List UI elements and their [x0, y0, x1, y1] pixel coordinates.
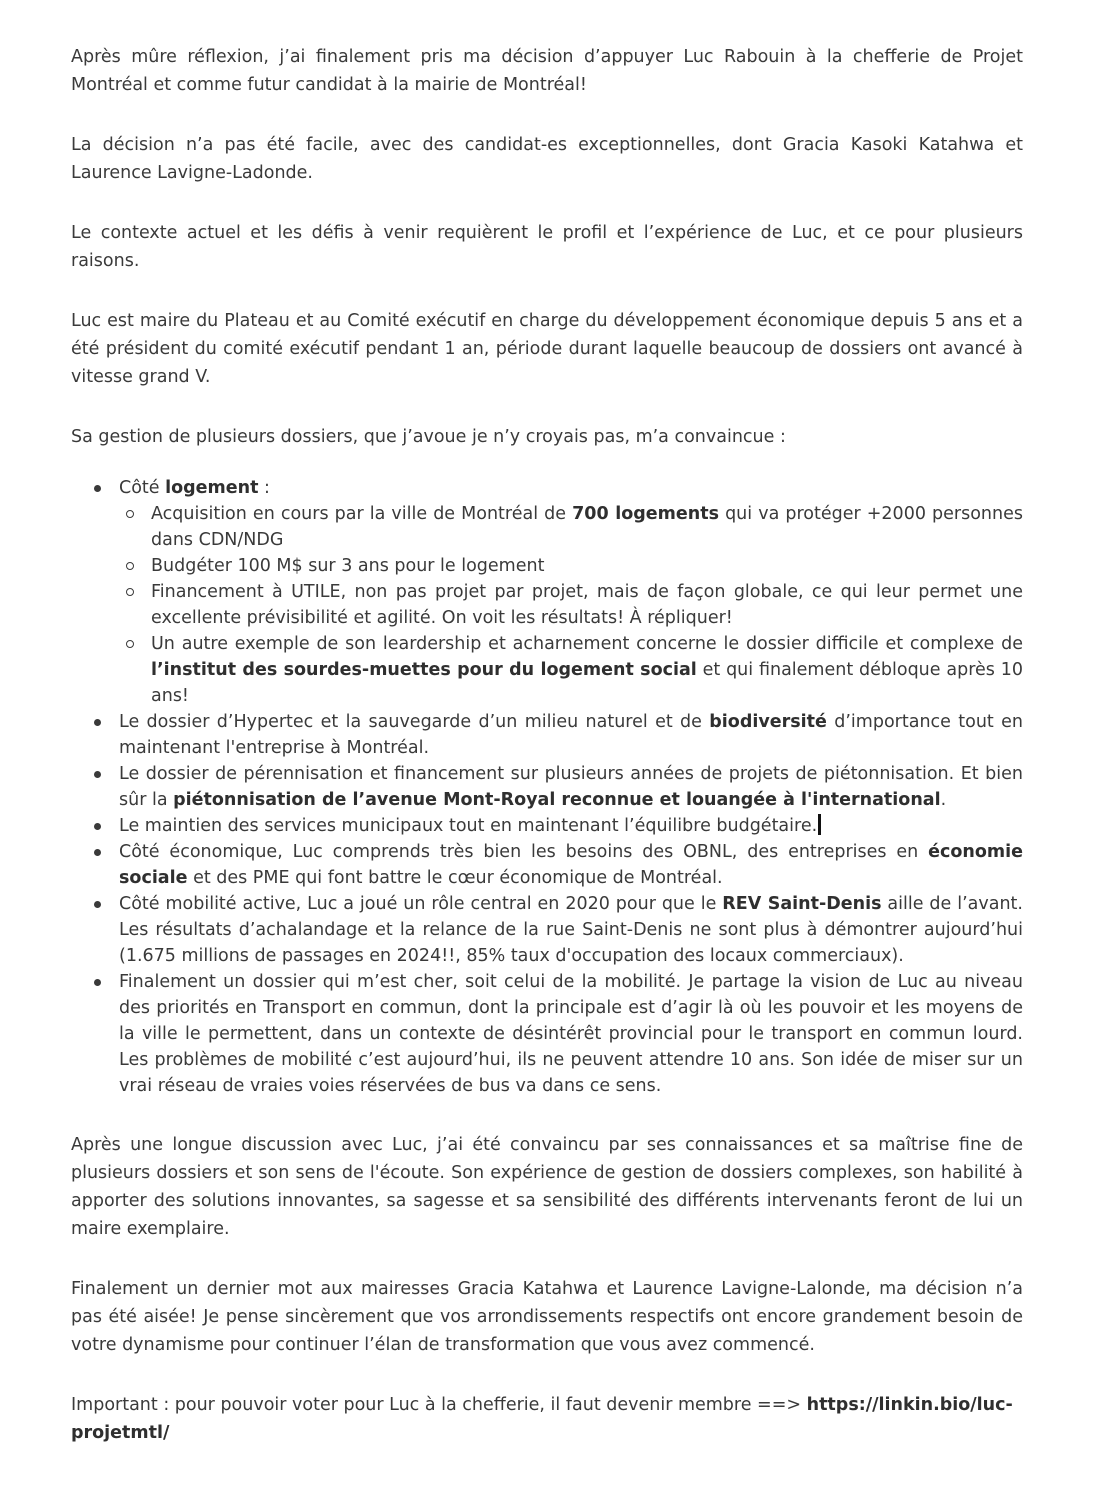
paragraph-final-word: Finalement un dernier mot aux mairesses Gracia Katahwa et Laurence Lavigne-Lalonde, ma décision n’a pas été aisée! Je pense sincèrement que vos arrondissements respectifs ont encore grandement besoin de votre dynamisme pour continuer l’élan de transformation que vous avez commencé. — [71, 1279, 1023, 1355]
text-cursor — [818, 814, 821, 835]
paragraph-management-intro: Sa gestion de plusieurs dossiers, que j’avoue je n’y croyais pas, m’a convaincue : — [71, 427, 786, 447]
list-item-active-mobility: Côté mobilité active, Luc a joué un rôle central en 2020 pour que le REV Saint-Denis aille de l’avant. Les résultats d’achalandage et la relance de la rue Saint-Denis ne sont plus à démontrer aujourd’hui (1.675 millions de passages en 2024!!, 85% taux d'occupation des locaux commerciaux). — [71, 891, 1023, 969]
paragraph-decision: La décision n’a pas été facile, avec des candidat-es exceptionnelles, dont Gracia Kasoki Katahwa et Laurence Lavigne-Ladonde. — [71, 135, 1023, 183]
list-item-economy: Côté économique, Luc comprends très bien les besoins des OBNL, des entreprises en économie sociale et des PME qui font battre le cœur économique de Montréal. — [71, 839, 1023, 891]
sublist-item-institut: Un autre exemple de son leardership et acharnement concerne le dossier difficile et complexe de l’institut des sourdes-muettes pour du logement social et qui finalement débloque après 10 ans! — [119, 631, 1023, 709]
list-item-transit: Finalement un dossier qui m’est cher, soit celui de la mobilité. Je partage la vision de Luc au niveau des priorités en Transport en commun, dont la principale est d’agir là où les pouvoir et les moyens de la ville le permettent, dans un contexte de désintérêt provincial pour le transport en commun lourd. Les problèmes de mobilité c’est aujourd’hui, ils ne peuvent attendre 10 ans. Son idée de miser sur un vrai réseau de vraies voies réservées de bus va dans ce sens. — [71, 969, 1023, 1099]
sublist-item-utile: Financement à UTILE, non pas projet par projet, mais de façon globale, ce qui leur permet une excellente prévisibilité et agilité. On voit les résultats! À répliquer! — [119, 579, 1023, 631]
bold-housing: logement — [165, 478, 259, 498]
paragraph-important: Important : pour pouvoir voter pour Luc à la chefferie, il faut devenir membre ==> https://linkin.bio/luc-projetmtl/ — [71, 1395, 1013, 1443]
sublist-item-budget: Budgéter 100 M$ sur 3 ans pour le logement — [119, 553, 1023, 579]
paragraph-intro: Après mûre réflexion, j’ai finalement pris ma décision d’appuyer Luc Rabouin à la chefferie de Projet Montréal et comme futur candidat à la mairie de Montréal! — [71, 47, 1023, 95]
paragraph-context: Le contexte actuel et les défis à venir requièrent le profil et l’expérience de Luc, et ce pour plusieurs raisons. — [71, 223, 1023, 271]
list-item-municipal-services: Le maintien des services municipaux tout en maintenant l’équilibre budgétaire. — [71, 813, 1023, 839]
membership-link[interactable]: https://linkin.bio/luc-projetmtl/ — [71, 1395, 1013, 1443]
list-item-housing: Côté logement : Acquisition en cours par la ville de Montréal de 700 logements qui va protéger +2000 personnes dans CDN/NDG Budgéter 100 M$ sur 3 ans pour le logement Financement à UTILE, non pas projet par projet, mais de façon globale, ce qui leur permet une excellente prévisibilité et agilité. On voit les résultats! À répliquer! Un autre exemple de son leardership et acharnement concerne le dossier difficile et complexe de l’institut des sourdes-muettes pour du logement social et qui finalement débloque après 10 ans! — [71, 475, 1023, 709]
paragraph-luc-background: Luc est maire du Plateau et au Comité exécutif en charge du développement économique depuis 5 ans et a été président du comité exécutif pendant 1 an, période durant laquelle beaucoup de dossiers ont avancé à vitesse grand V. — [71, 311, 1023, 387]
housing-sublist — [119, 501, 1023, 709]
paragraph-conviction: Après une longue discussion avec Luc, j’ai été convaincu par ses connaissances et sa maîtrise fine de plusieurs dossiers et son sens de l'écoute. Son expérience de gestion de dossiers complexes, son habilité à apporter des solutions innovantes, sa sagesse et sa sensibilité des différents intervenants feront de lui un maire exemplaire. — [71, 1135, 1023, 1239]
achievements-list — [71, 475, 1023, 1099]
list-item-hypertec: Le dossier d’Hypertec et la sauvegarde d’un milieu naturel et de biodiversité d’importance tout en maintenant l'entreprise à Montréal. — [71, 709, 1023, 761]
list-item-pedestrian: Le dossier de pérennisation et financement sur plusieurs années de projets de piétonnisation. Et bien sûr la piétonnisation de l’avenue Mont-Royal reconnue et louangée à l'international. — [71, 761, 1023, 813]
sublist-item-acquisition: Acquisition en cours par la ville de Montréal de 700 logements qui va protéger +2000 personnes dans CDN/NDG — [119, 501, 1023, 553]
